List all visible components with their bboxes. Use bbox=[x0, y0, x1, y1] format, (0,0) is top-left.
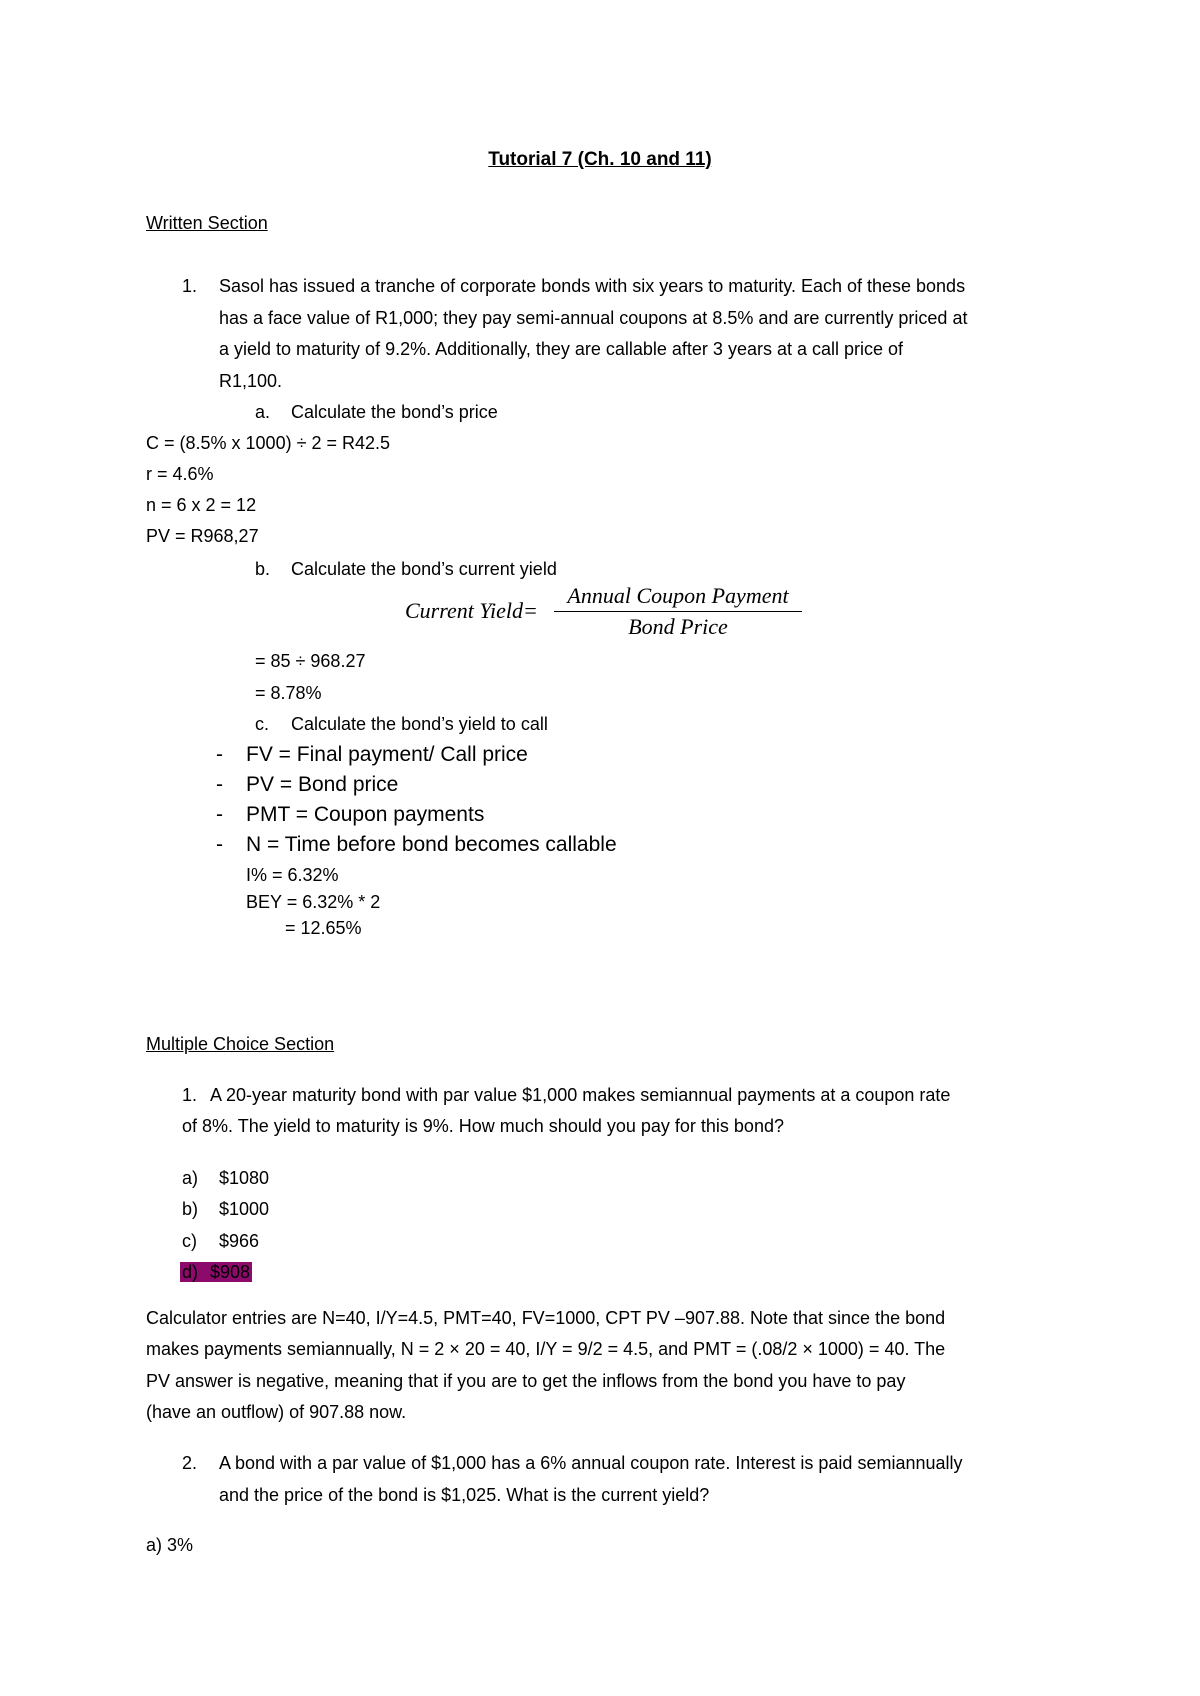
bullet-item-pmt: PMT = Coupon payments bbox=[246, 803, 485, 826]
bullet-item-pv: PV = Bond price bbox=[246, 773, 399, 796]
part-a-text: Calculate the bond’s price bbox=[291, 402, 498, 422]
bullet-item-fv: FV = Final payment/ Call price bbox=[246, 743, 528, 766]
mc-q1-option-letter: c) bbox=[182, 1231, 197, 1251]
mc-q2-option-letter: a) bbox=[146, 1535, 163, 1555]
bullet-dash: - bbox=[216, 803, 223, 826]
answer-highlight-text: $908 bbox=[200, 1262, 252, 1282]
mc-section-heading: Multiple Choice Section bbox=[146, 1034, 335, 1054]
formula-denominator: Bond Price bbox=[628, 614, 728, 639]
part-c-text: Calculate the bond’s yield to call bbox=[291, 714, 548, 734]
bullet-dash: - bbox=[216, 773, 223, 796]
written-q1-line-1: Sasol has issued a tranche of corporate bonds with six years to maturity. Each of these bonds bbox=[219, 276, 966, 296]
formula-numerator: Annual Coupon Payment bbox=[554, 583, 802, 612]
part-a-work-2: r = 4.6% bbox=[146, 464, 214, 484]
mc-q2-line-1: A bond with a par value of $1,000 has a 6% annual coupon rate. Interest is paid semiannually bbox=[219, 1453, 963, 1473]
part-a-letter: a. bbox=[255, 402, 271, 422]
mc-q1-line-2: of 8%. The yield to maturity is 9%. How much should you pay for this bond? bbox=[182, 1116, 784, 1136]
mc-q1-number: 1. bbox=[182, 1085, 198, 1105]
mc-q2-number: 2. bbox=[182, 1453, 198, 1473]
mc-q1-option-a: $1080 bbox=[219, 1168, 270, 1188]
part-c-work-1: I% = 6.32% bbox=[246, 865, 339, 885]
part-b-work-2: = 8.78% bbox=[255, 683, 322, 703]
mc-q2-option-a-row bbox=[146, 1533, 193, 1557]
part-a-work-1: C = (8.5% x 1000) ÷ 2 = R42.5 bbox=[146, 433, 391, 453]
mc-q1-option-letter: a) bbox=[182, 1168, 199, 1188]
mc-q2-line-2: and the price of the bond is $1,025. What is the current yield? bbox=[219, 1485, 710, 1505]
part-c-work-3: = 12.65% bbox=[285, 918, 362, 938]
bullet-item-n: N = Time before bond becomes callable bbox=[246, 833, 617, 856]
mc-q1-line-1: A 20-year maturity bond with par value $1,000 makes semiannual payments at a coupon rate bbox=[210, 1085, 951, 1105]
bullet-dash: - bbox=[216, 743, 223, 766]
written-q1-line-3: a yield to maturity of 9.2%. Additionally, they are callable after 3 years at a call price of bbox=[219, 339, 904, 359]
mc-q2-option-a: 3% bbox=[167, 1535, 194, 1555]
current-yield-formula-lhs: Current Yield= bbox=[405, 598, 538, 623]
mc-q1-explanation-3: PV answer is negative, meaning that if you are to get the inflows from the bond you have to pay bbox=[146, 1371, 906, 1391]
mc-q1-explanation-2: makes payments semiannually, N = 2 × 20 = 40, I/Y = 9/2 = 4.5, and PMT = (.08/2 × 1000) = 40. The bbox=[146, 1339, 946, 1359]
part-c-work-2: BEY = 6.32% * 2 bbox=[246, 892, 381, 912]
answer-highlight-letter: d) bbox=[182, 1262, 199, 1282]
mc-q1-option-d-highlighted bbox=[180, 1260, 252, 1284]
part-c-letter: c. bbox=[255, 714, 270, 734]
mc-q1-explanation-1: Calculator entries are N=40, I/Y=4.5, PMT=40, FV=1000, CPT PV –907.88. Note that since the bond bbox=[146, 1308, 946, 1328]
written-q1-number: 1. bbox=[182, 276, 198, 296]
page-title: Tutorial 7 (Ch. 10 and 11) bbox=[488, 149, 712, 170]
bullet-dash: - bbox=[216, 833, 223, 856]
mc-q1-option-letter: b) bbox=[182, 1199, 199, 1219]
current-yield-fraction bbox=[554, 583, 802, 640]
written-q1-line-4: R1,100. bbox=[219, 371, 283, 391]
written-q1-line-2: has a face value of R1,000; they pay semi-annual coupons at 8.5% and are currently priced at bbox=[219, 308, 968, 328]
written-section-heading: Written Section bbox=[146, 213, 268, 233]
part-b-work-1: = 85 ÷ 968.27 bbox=[255, 651, 366, 671]
part-a-work-3: n = 6 x 2 = 12 bbox=[146, 495, 257, 515]
part-b-text: Calculate the bond’s current yield bbox=[291, 559, 557, 579]
part-b-letter: b. bbox=[255, 559, 271, 579]
mc-q1-option-b: $1000 bbox=[219, 1199, 270, 1219]
part-a-work-4: PV = R968,27 bbox=[146, 526, 259, 546]
mc-q1-explanation-4: (have an outflow) of 907.88 now. bbox=[146, 1402, 407, 1422]
mc-q1-option-c: $966 bbox=[219, 1231, 260, 1251]
